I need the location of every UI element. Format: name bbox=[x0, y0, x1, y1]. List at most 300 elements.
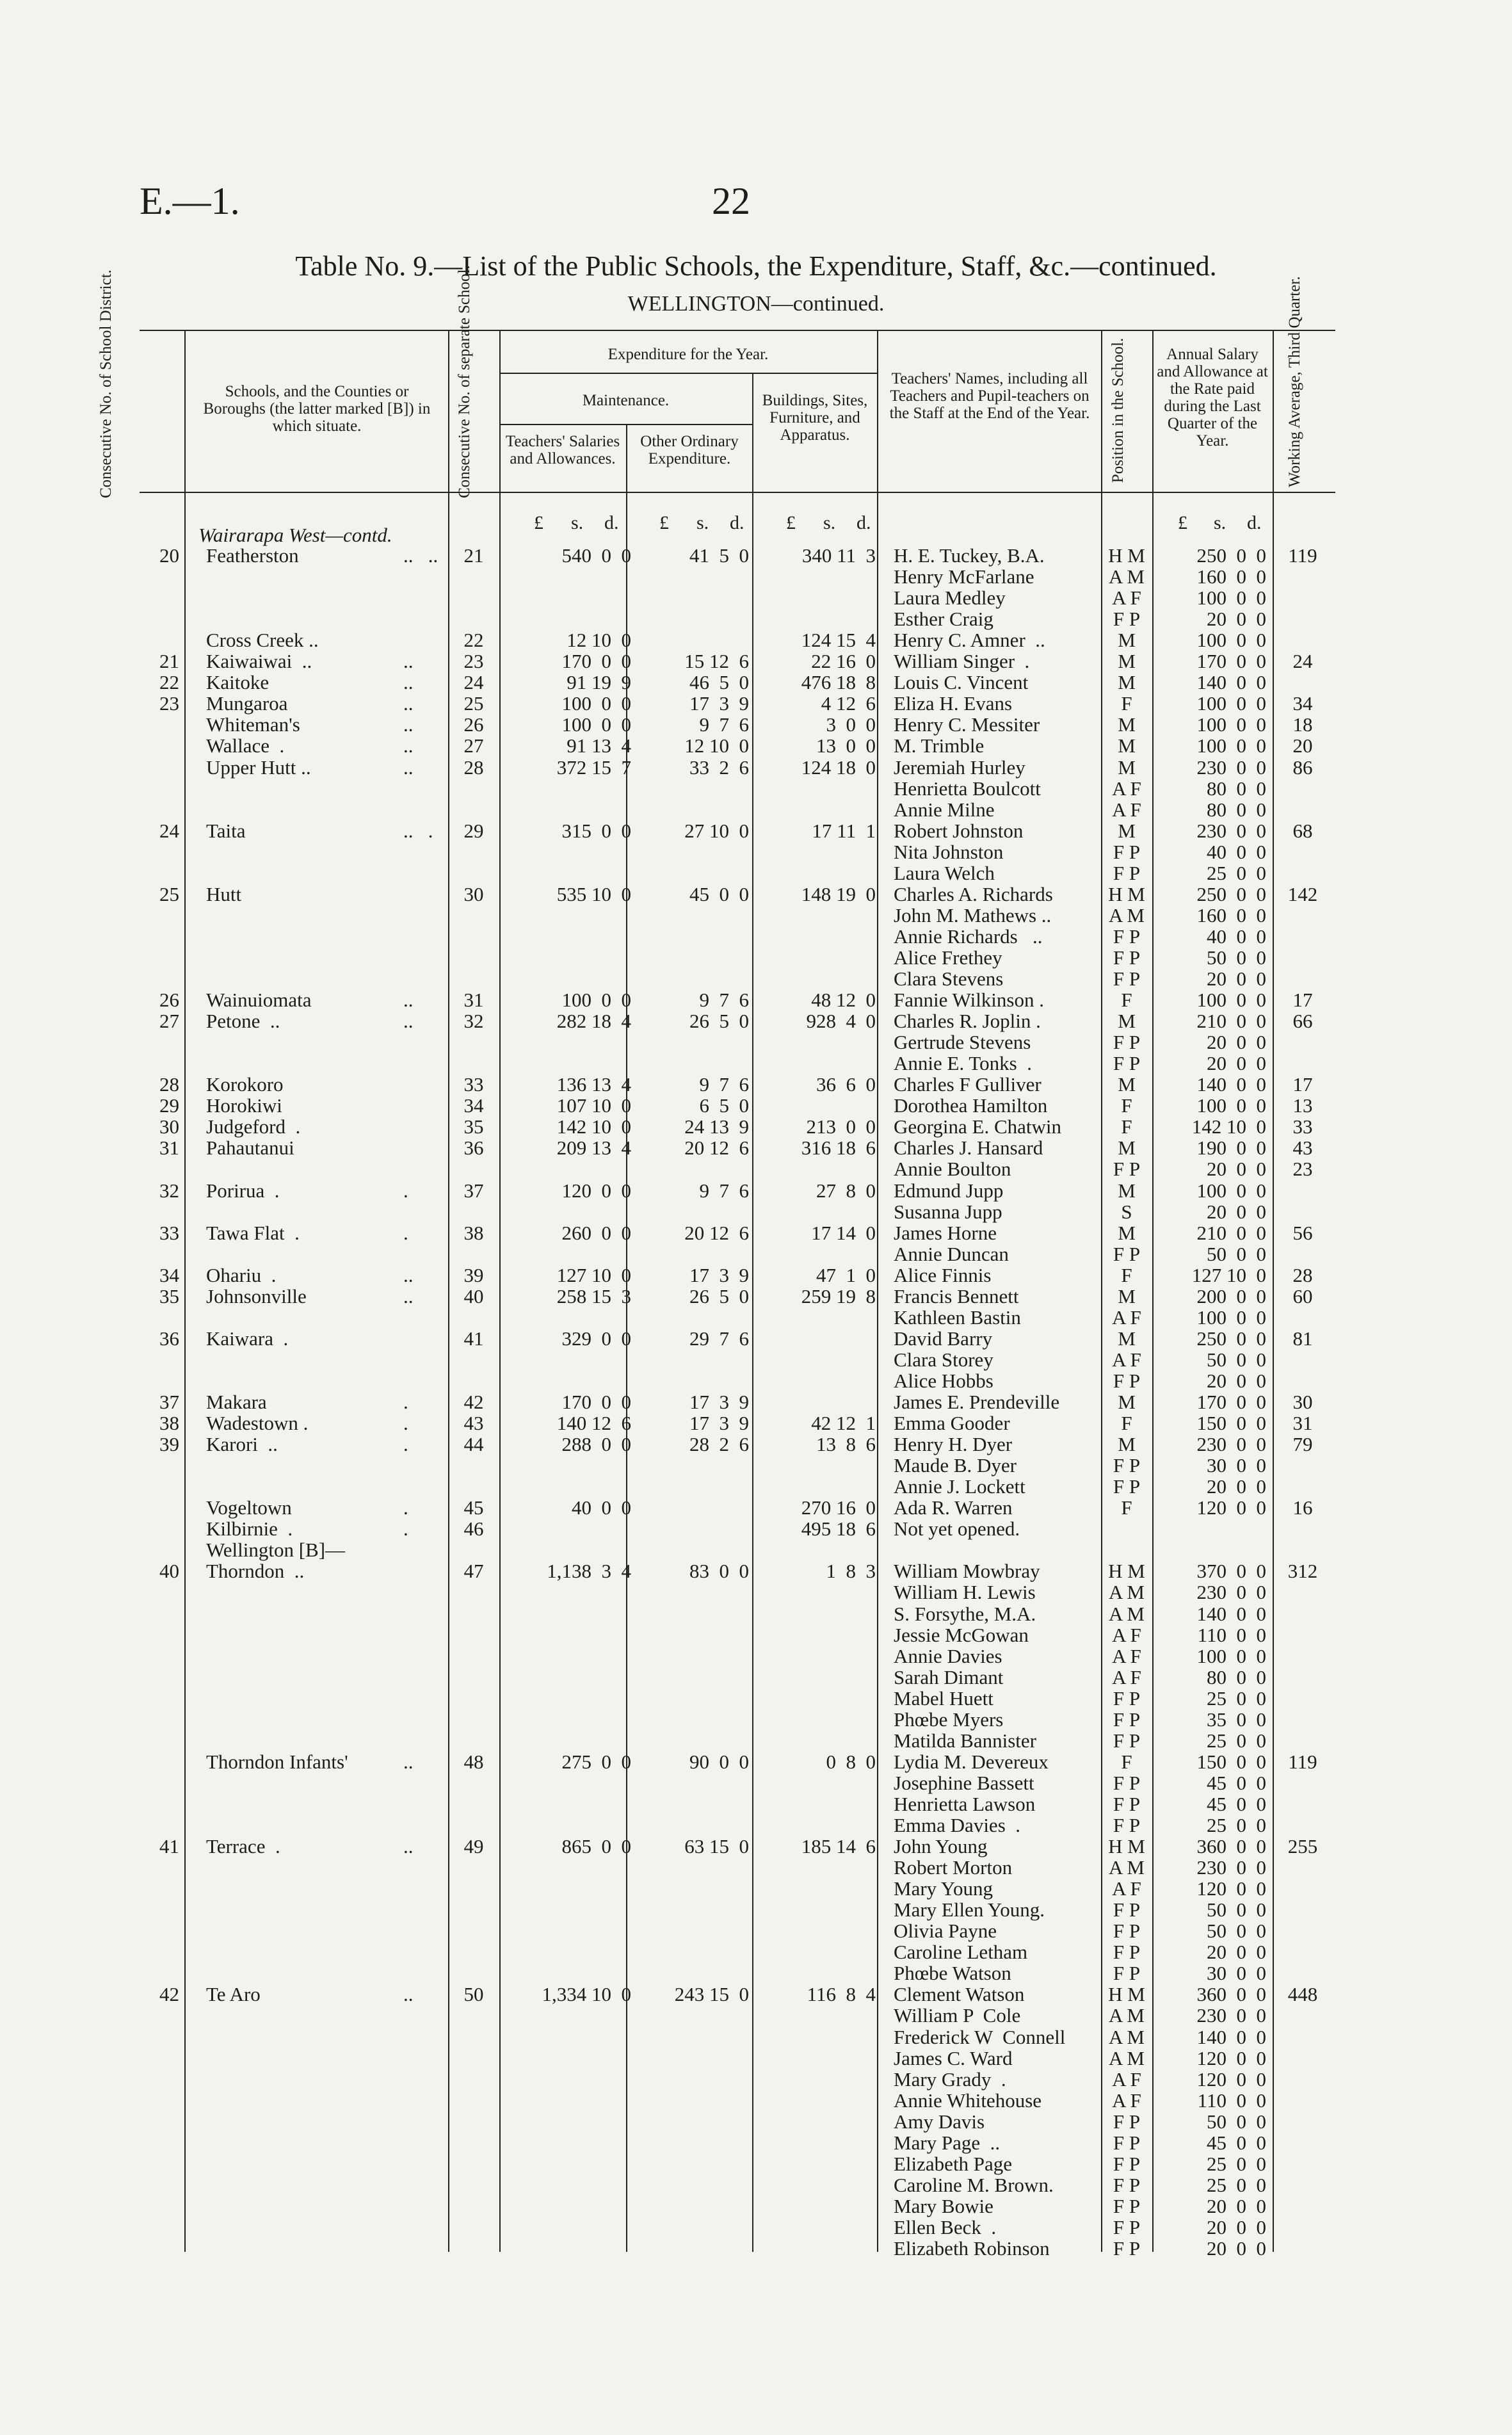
leader-dots: .. bbox=[403, 650, 414, 673]
table-row bbox=[0, 735, 1512, 756]
annual-salary: 20 0 0 bbox=[1207, 2194, 1266, 2217]
working-average: 142 bbox=[1287, 882, 1318, 905]
school-number: 44 bbox=[463, 1433, 484, 1456]
teacher-position: A F bbox=[1112, 1348, 1141, 1371]
district-number: 30 bbox=[159, 1115, 179, 1138]
school-number: 36 bbox=[463, 1137, 484, 1160]
table-row bbox=[0, 629, 1512, 651]
buildings-amount: 13 8 6 bbox=[816, 1433, 876, 1456]
table-row bbox=[0, 2111, 1512, 2132]
teacher-name: Annie Duncan bbox=[894, 1242, 1009, 1265]
district-number: 33 bbox=[159, 1221, 179, 1244]
other-expenditure-amount: 15 12 6 bbox=[684, 650, 749, 673]
annual-salary: 100 0 0 bbox=[1196, 734, 1266, 757]
school-number: 31 bbox=[463, 989, 484, 1012]
leader-dots: . bbox=[403, 1179, 408, 1202]
table-row bbox=[0, 1539, 1512, 1560]
teacher-name: Georgina E. Chatwin bbox=[894, 1115, 1062, 1138]
salaries-amount: 91 19 9 bbox=[567, 671, 631, 694]
school-name: Kilbirnie . bbox=[206, 1517, 293, 1541]
teacher-position: F P bbox=[1113, 1920, 1141, 1943]
teacher-name: David Barry bbox=[894, 1327, 993, 1350]
school-name: Judgeford . bbox=[206, 1115, 301, 1138]
table-row bbox=[0, 2153, 1512, 2174]
other-expenditure-amount: 17 3 9 bbox=[689, 692, 749, 715]
annual-salary: 190 0 0 bbox=[1196, 1137, 1266, 1160]
table-row bbox=[0, 1158, 1512, 1179]
salaries-amount: 275 0 0 bbox=[561, 1750, 631, 1773]
teacher-position: F P bbox=[1113, 1898, 1141, 1921]
teacher-name: Alice Hobbs bbox=[894, 1369, 993, 1392]
teacher-position: F P bbox=[1113, 2194, 1141, 2217]
teacher-position: F P bbox=[1113, 1729, 1141, 1752]
salaries-amount: 100 0 0 bbox=[561, 713, 631, 736]
teacher-position: F bbox=[1121, 1263, 1132, 1286]
other-expenditure-amount: 45 0 0 bbox=[689, 882, 749, 905]
teacher-position: M bbox=[1118, 1327, 1136, 1350]
salaries-amount: 315 0 0 bbox=[561, 819, 631, 842]
other-expenditure-amount: 6 5 0 bbox=[699, 1094, 749, 1117]
table-row bbox=[0, 566, 1512, 587]
buildings-amount: 42 12 1 bbox=[811, 1412, 876, 1435]
teacher-name: Annie Richards .. bbox=[894, 925, 1043, 948]
teacher-name: Maude B. Dyer bbox=[894, 1454, 1017, 1477]
school-name: Cross Creek .. bbox=[206, 629, 319, 652]
annual-salary: 100 0 0 bbox=[1196, 629, 1266, 652]
table-row bbox=[0, 1751, 1512, 1772]
teacher-name: Annie Davies bbox=[894, 1644, 1002, 1667]
table-row bbox=[0, 1180, 1512, 1201]
annual-salary: 140 0 0 bbox=[1196, 671, 1266, 694]
teacher-position: F P bbox=[1113, 1708, 1141, 1731]
annual-salary: 20 0 0 bbox=[1207, 608, 1266, 631]
teacher-position: F P bbox=[1113, 2237, 1141, 2260]
teacher-name: Francis Bennett bbox=[894, 1284, 1019, 1307]
working-average: 13 bbox=[1292, 1094, 1313, 1117]
buildings-amount: 270 16 0 bbox=[801, 1496, 876, 1519]
teacher-name: Mabel Huett bbox=[894, 1687, 993, 1710]
district-number: 29 bbox=[159, 1094, 179, 1117]
school-number: 23 bbox=[463, 650, 484, 673]
salaries-header: Teachers' Salaries and Allowances. bbox=[505, 433, 620, 467]
district-number: 35 bbox=[159, 1284, 179, 1307]
school-number: 47 bbox=[463, 1560, 484, 1583]
teacher-name: Charles F Gulliver bbox=[894, 1073, 1042, 1096]
table-row bbox=[0, 1984, 1512, 2005]
teacher-name: Lydia M. Devereux bbox=[894, 1750, 1049, 1773]
salaries-amount: 100 0 0 bbox=[561, 989, 631, 1012]
table-row bbox=[0, 1857, 1512, 1878]
table-row bbox=[0, 651, 1512, 672]
table-row bbox=[0, 1603, 1512, 1624]
teacher-name: Mary Ellen Young. bbox=[894, 1898, 1045, 1921]
teacher-name: Edmund Jupp bbox=[894, 1179, 1004, 1202]
table-subtitle: WELLINGTON—continued. bbox=[627, 292, 885, 316]
teacher-name: Esther Craig bbox=[894, 608, 993, 631]
school-name: Makara bbox=[206, 1391, 267, 1413]
teacher-name: Alice Finnis bbox=[894, 1263, 992, 1286]
school-name: Wellington [B]— bbox=[206, 1539, 346, 1562]
teacher-position: M bbox=[1118, 629, 1136, 652]
table-row bbox=[0, 1307, 1512, 1328]
teacher-name: Phœbe Myers bbox=[894, 1708, 1004, 1731]
teacher-name: Annie Whitehouse bbox=[894, 2089, 1042, 2112]
average-header: Working Average, Third Quarter. bbox=[1286, 276, 1303, 487]
teacher-name: Clara Storey bbox=[894, 1348, 993, 1371]
table-row bbox=[0, 1095, 1512, 1116]
annual-salary: 45 0 0 bbox=[1207, 1792, 1266, 1815]
teacher-name: Dorothea Hamilton bbox=[894, 1094, 1048, 1117]
pound-sign: £ bbox=[786, 512, 796, 533]
teacher-name: Charles A. Richards bbox=[894, 882, 1053, 905]
annual-salary: 50 0 0 bbox=[1207, 2110, 1266, 2133]
table-row bbox=[0, 1074, 1512, 1095]
other-expenditure-amount: 83 0 0 bbox=[689, 1560, 749, 1583]
teacher-position: F P bbox=[1113, 1687, 1141, 1710]
district-number: 36 bbox=[159, 1327, 179, 1350]
teacher-name: Ellen Beck . bbox=[894, 2215, 997, 2238]
school-number: 38 bbox=[463, 1221, 484, 1244]
annual-salary: 110 0 0 bbox=[1197, 2089, 1266, 2112]
table-row bbox=[0, 2026, 1512, 2048]
other-expenditure-amount: 17 3 9 bbox=[689, 1391, 749, 1413]
salaries-amount: 258 15 3 bbox=[556, 1284, 631, 1307]
other-expenditure-amount: 41 5 0 bbox=[689, 544, 749, 567]
school-name: Karori .. bbox=[206, 1433, 278, 1456]
teacher-position: M bbox=[1118, 1284, 1136, 1307]
teacher-name: William H. Lewis bbox=[894, 1581, 1036, 1604]
buildings-amount: 259 19 8 bbox=[801, 1284, 876, 1307]
table-row bbox=[0, 778, 1512, 799]
working-average: 255 bbox=[1287, 1835, 1318, 1858]
school-number: 30 bbox=[463, 882, 484, 905]
teacher-position: M bbox=[1118, 1073, 1136, 1096]
working-average: 60 bbox=[1292, 1284, 1313, 1307]
salaries-amount: 260 0 0 bbox=[561, 1221, 631, 1244]
pound-sign: £ bbox=[659, 512, 669, 533]
table-row bbox=[0, 1941, 1512, 1962]
annual-salary: 20 0 0 bbox=[1207, 2237, 1266, 2260]
working-average: 20 bbox=[1292, 734, 1313, 757]
school-name: Ohariu . bbox=[206, 1263, 277, 1286]
expenditure-rule bbox=[499, 373, 877, 374]
school-number: 35 bbox=[463, 1115, 484, 1138]
buildings-amount: 3 0 0 bbox=[826, 713, 876, 736]
school-name: Thorndon Infants' bbox=[206, 1750, 348, 1773]
buildings-amount: 928 4 0 bbox=[806, 1010, 876, 1033]
teacher-position: F P bbox=[1113, 840, 1141, 863]
salaries-amount: 540 0 0 bbox=[561, 544, 631, 567]
table-row bbox=[0, 799, 1512, 820]
teacher-name: Mary Page .. bbox=[894, 2131, 1001, 2154]
teacher-position: A M bbox=[1109, 2046, 1145, 2069]
teacher-name: Olivia Payne bbox=[894, 1920, 997, 1943]
annual-salary: 50 0 0 bbox=[1207, 1242, 1266, 1265]
teacher-name: Phœbe Watson bbox=[894, 1962, 1011, 1985]
school-number: 32 bbox=[463, 1010, 484, 1033]
header-bottom-rule bbox=[140, 492, 1335, 493]
district-number: 40 bbox=[159, 1560, 179, 1583]
annual-salary: 50 0 0 bbox=[1207, 1920, 1266, 1943]
teacher-name: John M. Mathews .. bbox=[894, 903, 1052, 926]
school-name: Korokoro bbox=[206, 1073, 284, 1096]
teacher-position: A F bbox=[1112, 2067, 1141, 2091]
teacher-name: Jeremiah Hurley bbox=[894, 756, 1025, 779]
teacher-name: Henrietta Lawson bbox=[894, 1792, 1036, 1815]
teacher-position: F P bbox=[1113, 1475, 1141, 1498]
school-number: 37 bbox=[463, 1179, 484, 1202]
teacher-name: John Young bbox=[894, 1835, 988, 1858]
buildings-amount: 124 15 4 bbox=[801, 629, 876, 652]
table-row bbox=[0, 757, 1512, 778]
district-number: 38 bbox=[159, 1412, 179, 1435]
working-average: 17 bbox=[1292, 1073, 1313, 1096]
leader-dots: .. .. bbox=[403, 544, 438, 567]
annual-salary: 250 0 0 bbox=[1196, 544, 1266, 567]
buildings-amount: 124 18 0 bbox=[801, 756, 876, 779]
school-number: 34 bbox=[463, 1094, 484, 1117]
leader-dots: .. bbox=[403, 692, 414, 715]
leader-dots: .. bbox=[403, 734, 414, 757]
district-number: 21 bbox=[159, 650, 179, 673]
annual-salary: 170 0 0 bbox=[1196, 650, 1266, 673]
table-row bbox=[0, 1137, 1512, 1158]
teacher-position: A F bbox=[1112, 1644, 1141, 1667]
teacher-name: Annie E. Tonks . bbox=[894, 1052, 1032, 1075]
annual-salary: 170 0 0 bbox=[1196, 1391, 1266, 1413]
table-row bbox=[0, 2238, 1512, 2259]
district-number: 26 bbox=[159, 989, 179, 1012]
teacher-position: F bbox=[1121, 1412, 1132, 1435]
teacher-name: Annie J. Lockett bbox=[894, 1475, 1025, 1498]
leader-dots: .. bbox=[403, 1263, 414, 1286]
teacher-name: Annie Milne bbox=[894, 798, 995, 821]
table-row bbox=[0, 1412, 1512, 1434]
salaries-amount: 1,334 10 0 bbox=[542, 1983, 631, 2006]
document-reference: E.—1. bbox=[140, 180, 240, 222]
annual-salary: 230 0 0 bbox=[1196, 819, 1266, 842]
table-row bbox=[0, 1730, 1512, 1751]
buildings-amount: 495 18 6 bbox=[801, 1517, 876, 1541]
teacher-position: S bbox=[1121, 1200, 1132, 1223]
teacher-name: Mary Bowie bbox=[894, 2194, 993, 2217]
annual-salary: 360 0 0 bbox=[1196, 1835, 1266, 1858]
teacher-name: James Horne bbox=[894, 1221, 997, 1244]
table-row bbox=[0, 1582, 1512, 1603]
other-expenditure-amount: 9 7 6 bbox=[699, 1179, 749, 1202]
other-expenditure-amount: 26 5 0 bbox=[689, 1284, 749, 1307]
working-average: 448 bbox=[1287, 1983, 1318, 2006]
school-name: Hutt bbox=[206, 882, 242, 905]
teacher-position: F P bbox=[1113, 2131, 1141, 2154]
teacher-name: James C. Ward bbox=[894, 2046, 1013, 2069]
annual-salary: 100 0 0 bbox=[1196, 1644, 1266, 1667]
salaries-amount: 107 10 0 bbox=[556, 1094, 631, 1117]
teacher-position: H M bbox=[1108, 1983, 1145, 2006]
table-row bbox=[0, 2132, 1512, 2153]
school-number: 48 bbox=[463, 1750, 484, 1773]
teacher-position: F bbox=[1121, 1496, 1132, 1519]
salaries-amount: 136 13 4 bbox=[556, 1073, 631, 1096]
salaries-amount: 100 0 0 bbox=[561, 692, 631, 715]
teacher-position: A F bbox=[1112, 587, 1141, 610]
district-number: 22 bbox=[159, 671, 179, 694]
teacher-name: Henry C. Messiter bbox=[894, 713, 1040, 736]
school-number: 41 bbox=[463, 1327, 484, 1350]
table-row bbox=[0, 1836, 1512, 1857]
annual-salary: 100 0 0 bbox=[1196, 713, 1266, 736]
teacher-name: Matilda Bannister bbox=[894, 1729, 1036, 1752]
leader-dots: .. bbox=[403, 671, 414, 694]
teacher-name: Frederick W Connell bbox=[894, 2025, 1066, 2048]
teacher-position: M bbox=[1118, 756, 1136, 779]
school-name: Terrace . bbox=[206, 1835, 280, 1858]
teacher-name: Not yet opened. bbox=[894, 1517, 1020, 1541]
teacher-name: Laura Welch bbox=[894, 861, 995, 884]
working-average: 68 bbox=[1292, 819, 1313, 842]
other-expenditure-amount: 9 7 6 bbox=[699, 713, 749, 736]
pound-sign: £ bbox=[1178, 512, 1187, 533]
other-expenditure-header: Other Ordinary Expenditure. bbox=[640, 433, 739, 467]
annual-salary: 250 0 0 bbox=[1196, 882, 1266, 905]
teacher-position: A F bbox=[1112, 798, 1141, 821]
annual-salary: 25 0 0 bbox=[1207, 2152, 1266, 2175]
school-number: 22 bbox=[463, 629, 484, 652]
school-number: 33 bbox=[463, 1073, 484, 1096]
other-expenditure-amount: 17 3 9 bbox=[689, 1412, 749, 1435]
buildings-amount: 48 12 0 bbox=[811, 989, 876, 1012]
annual-salary: 50 0 0 bbox=[1207, 1348, 1266, 1371]
salaries-amount: 142 10 0 bbox=[556, 1115, 631, 1138]
teacher-name: Eliza H. Evans bbox=[894, 692, 1013, 715]
leader-dots: .. bbox=[403, 1750, 414, 1773]
buildings-amount: 316 18 6 bbox=[801, 1137, 876, 1160]
teacher-name: Henrietta Boulcott bbox=[894, 777, 1041, 800]
school-number: 25 bbox=[463, 692, 484, 715]
teacher-position: M bbox=[1118, 1010, 1136, 1033]
school-name: Vogeltown bbox=[206, 1496, 292, 1519]
working-average: 56 bbox=[1292, 1221, 1313, 1244]
school-name: Pahautanui bbox=[206, 1137, 294, 1160]
teacher-name: Elizabeth Page bbox=[894, 2152, 1013, 2175]
teacher-position: A M bbox=[1109, 1856, 1145, 1879]
school-name: Wainuiomata bbox=[206, 989, 312, 1012]
school-number: 43 bbox=[463, 1412, 484, 1435]
table-row bbox=[0, 1815, 1512, 1836]
leader-dots: . bbox=[403, 1221, 408, 1244]
teacher-position: A M bbox=[1109, 2025, 1145, 2048]
teacher-position: A F bbox=[1112, 1623, 1141, 1646]
school-name: Wallace . bbox=[206, 734, 285, 757]
annual-salary: 120 0 0 bbox=[1196, 2046, 1266, 2069]
annual-salary: 150 0 0 bbox=[1196, 1750, 1266, 1773]
school-name: Upper Hutt .. bbox=[206, 756, 311, 779]
table-row bbox=[0, 1772, 1512, 1793]
annual-salary: 20 0 0 bbox=[1207, 1369, 1266, 1392]
table-row bbox=[0, 2174, 1512, 2196]
teacher-position: F bbox=[1121, 989, 1132, 1012]
table-row bbox=[0, 947, 1512, 968]
district-number: 25 bbox=[159, 882, 179, 905]
teacher-position: F P bbox=[1113, 2215, 1141, 2238]
school-name: Mungaroa bbox=[206, 692, 288, 715]
teacher-name: Robert Johnston bbox=[894, 819, 1024, 842]
teacher-name: Henry H. Dyer bbox=[894, 1433, 1013, 1456]
teacher-name: Louis C. Vincent bbox=[894, 671, 1029, 694]
annual-salary: 230 0 0 bbox=[1196, 1581, 1266, 1604]
teacher-position: M bbox=[1118, 1179, 1136, 1202]
annual-salary: 20 0 0 bbox=[1207, 1031, 1266, 1054]
school-name: Te Aro bbox=[206, 1983, 261, 2006]
teacher-position: F P bbox=[1113, 1941, 1141, 1964]
annual-salary: 20 0 0 bbox=[1207, 1200, 1266, 1223]
buildings-amount: 148 19 0 bbox=[801, 882, 876, 905]
working-average: 18 bbox=[1292, 713, 1313, 736]
shilling-label: s. bbox=[696, 512, 709, 533]
annual-salary: 25 0 0 bbox=[1207, 861, 1266, 884]
teacher-name: Henry McFarlane bbox=[894, 565, 1034, 588]
school-number: 40 bbox=[463, 1284, 484, 1307]
working-average: 119 bbox=[1288, 1750, 1317, 1773]
salaries-amount: 91 13 4 bbox=[567, 734, 631, 757]
table-row bbox=[0, 1497, 1512, 1518]
table-row bbox=[0, 1455, 1512, 1476]
teacher-name: Sarah Dimant bbox=[894, 1665, 1004, 1688]
district-number: 37 bbox=[159, 1391, 179, 1413]
teacher-name: Josephine Bassett bbox=[894, 1771, 1034, 1794]
buildings-amount: 213 0 0 bbox=[806, 1115, 876, 1138]
school-number: 27 bbox=[463, 734, 484, 757]
teacher-position: A F bbox=[1112, 1306, 1141, 1329]
annual-salary: 127 10 0 bbox=[1191, 1263, 1266, 1286]
annual-salary-header: Annual Salary and Allowance at the Rate paid during the Last Quarter of the Year. bbox=[1157, 346, 1268, 449]
school-number: 49 bbox=[463, 1835, 484, 1858]
teacher-name: Caroline Letham bbox=[894, 1941, 1028, 1964]
teacher-name: William P Cole bbox=[894, 2004, 1021, 2027]
teacher-position: M bbox=[1118, 1137, 1136, 1160]
annual-salary: 45 0 0 bbox=[1207, 1771, 1266, 1794]
district-number: 34 bbox=[159, 1263, 179, 1286]
table-row bbox=[0, 693, 1512, 714]
teacher-position: F P bbox=[1113, 1242, 1141, 1265]
teacher-position: H M bbox=[1108, 1835, 1145, 1858]
schools-header: Schools, and the Counties or Boroughs (the latter marked [B]) in which situate. bbox=[203, 383, 431, 435]
working-average: 28 bbox=[1292, 1263, 1313, 1286]
teacher-position: F P bbox=[1113, 1814, 1141, 1836]
teachers-header: Teachers' Names, including all Teachers and Pupil-teachers on the Staff at the End of the Year. bbox=[889, 370, 1090, 422]
teacher-position: A F bbox=[1112, 2089, 1141, 2112]
annual-salary: 80 0 0 bbox=[1207, 777, 1266, 800]
working-average: 16 bbox=[1292, 1496, 1313, 1519]
teacher-name: Amy Davis bbox=[894, 2110, 985, 2133]
expenditure-header: Expenditure for the Year. bbox=[607, 346, 769, 363]
salaries-amount: 288 0 0 bbox=[561, 1433, 631, 1456]
salaries-amount: 209 13 4 bbox=[556, 1137, 631, 1160]
teacher-name: Caroline M. Brown. bbox=[894, 2173, 1054, 2196]
teacher-position: F bbox=[1121, 692, 1132, 715]
buildings-amount: 116 8 4 bbox=[807, 1983, 876, 2006]
working-average: 43 bbox=[1292, 1137, 1313, 1160]
school-name: Porirua . bbox=[206, 1179, 280, 1202]
leader-dots: . bbox=[403, 1412, 408, 1435]
salaries-amount: 170 0 0 bbox=[561, 650, 631, 673]
district-number: 28 bbox=[159, 1073, 179, 1096]
pound-sign: £ bbox=[534, 512, 543, 533]
annual-salary: 20 0 0 bbox=[1207, 967, 1266, 990]
annual-salary: 40 0 0 bbox=[1207, 840, 1266, 863]
school-name: Thorndon .. bbox=[206, 1560, 305, 1583]
table-row bbox=[0, 862, 1512, 884]
